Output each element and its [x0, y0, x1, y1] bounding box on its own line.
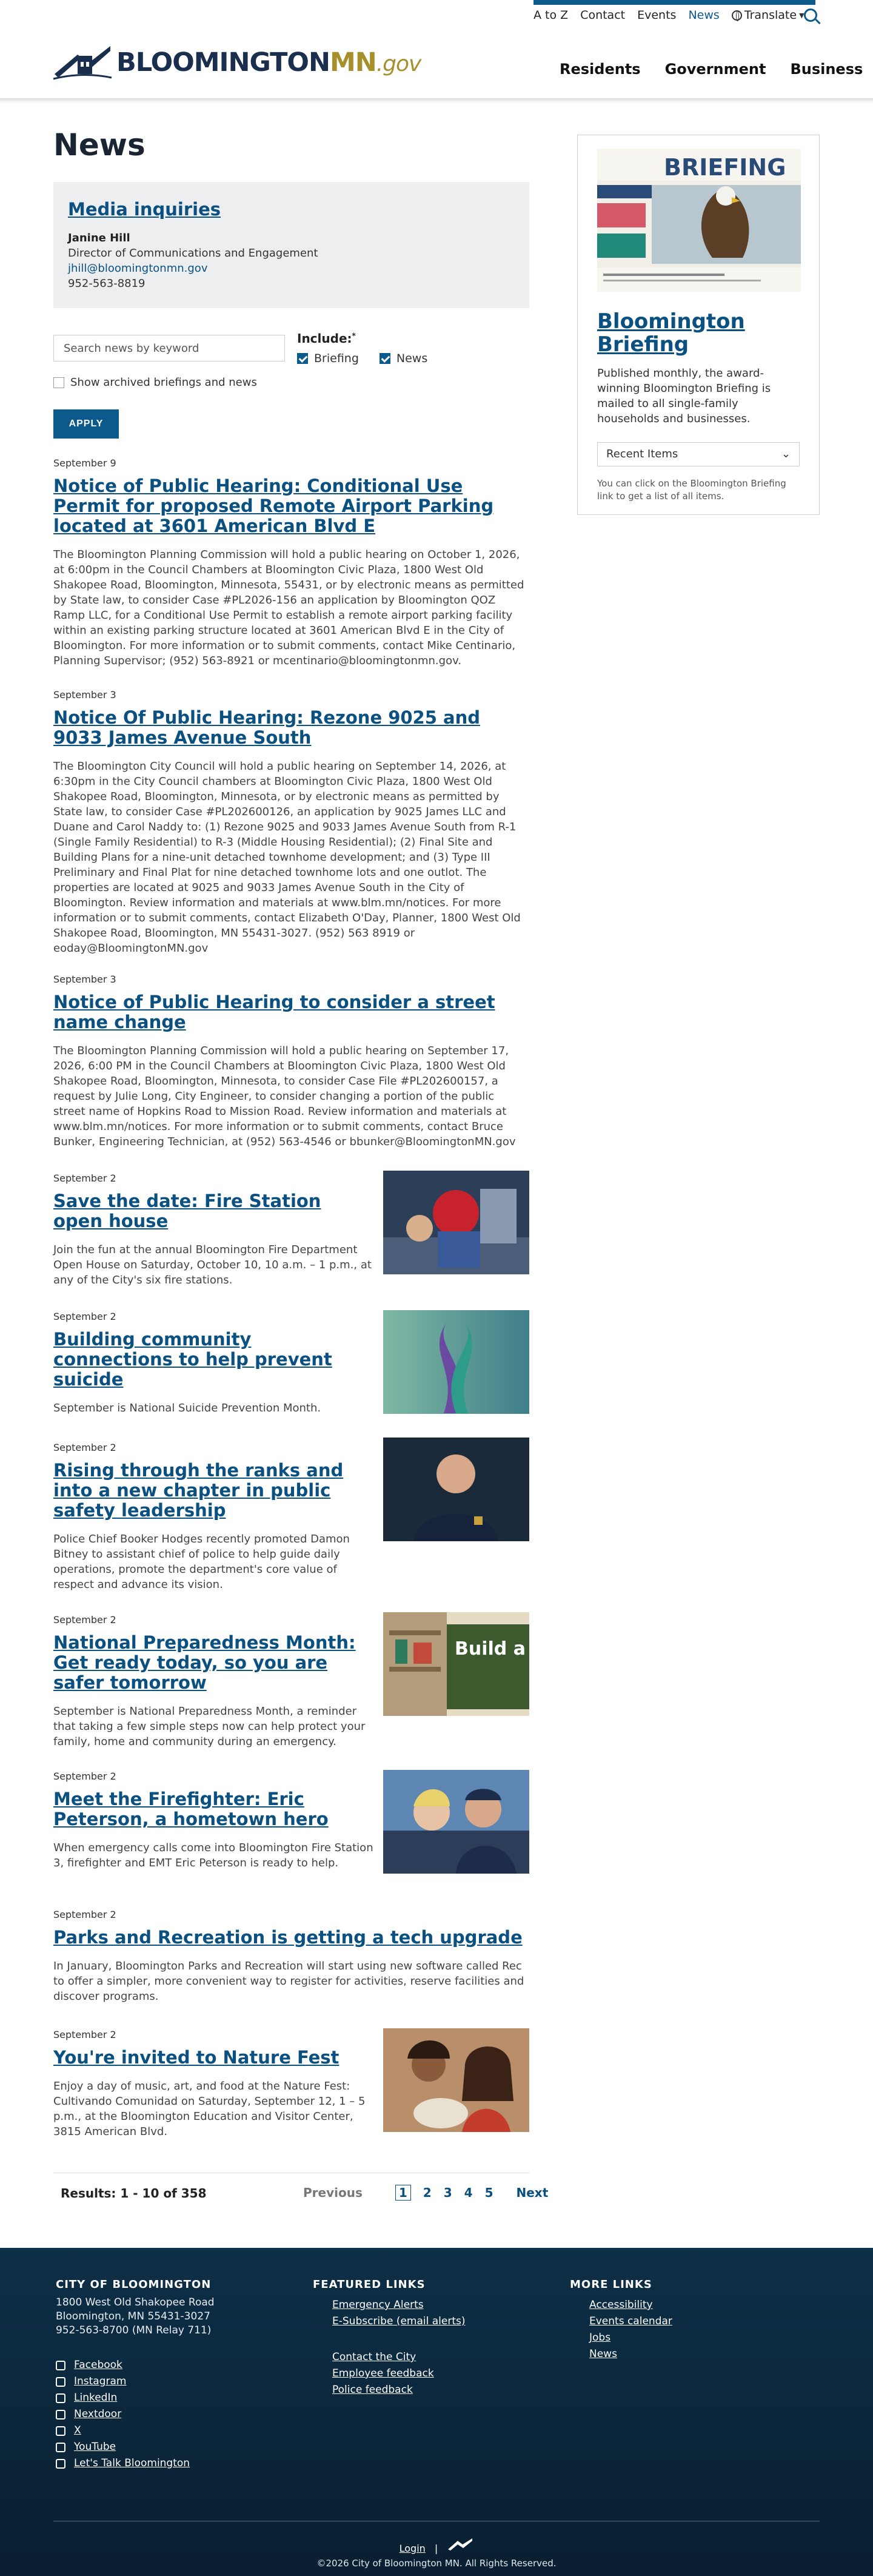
pagination-page-4[interactable]: 4 — [464, 2185, 473, 2200]
news-date: September 3 — [53, 689, 116, 701]
utility-link-news[interactable]: News — [688, 8, 720, 22]
news-item — [53, 1771, 375, 1871]
pagination-page-1[interactable]: 1 — [395, 2185, 411, 2201]
pagination-page-2[interactable]: 2 — [423, 2185, 432, 2200]
copyright-text: ©2026 City of Bloomington MN. All Rights Reserved. — [316, 2558, 557, 2569]
site-footer — [0, 2248, 873, 2576]
news-item — [53, 689, 529, 956]
footer-youtube-link[interactable]: YouTube — [56, 2439, 215, 2455]
utility-link-a-to-z[interactable]: A to Z — [534, 8, 569, 22]
nav-residents[interactable]: Residents — [560, 61, 641, 78]
contact-name: Janine Hill — [68, 232, 130, 244]
news-checkbox[interactable]: News — [380, 352, 427, 365]
media-inquiries-box — [53, 182, 529, 308]
pagination-page-3[interactable]: 3 — [443, 2185, 452, 2200]
utility-accent-bar — [534, 0, 815, 5]
footer-bottom: Login | ©2026 City of Bloomington MN. All Rights Reserved. — [0, 2516, 873, 2569]
main-nav — [560, 61, 863, 78]
news-title-link[interactable]: Notice of Public Hearing: Conditional Use Permit for proposed Remote Airport Parking located at 3601 American Blvd E — [53, 476, 494, 536]
pagination-next[interactable]: Next — [516, 2185, 549, 2200]
news-date: September 2 — [53, 1909, 116, 1920]
facebook-icon — [56, 2361, 65, 2370]
utility-link-contact[interactable]: Contact — [580, 8, 626, 22]
nav-government[interactable]: Government — [664, 61, 766, 78]
footer-address-line: 952-563-8700 (MN Relay 711) — [56, 2324, 212, 2336]
checkbox-empty-icon — [53, 377, 64, 388]
news-item — [53, 1442, 375, 1592]
checkbox-checked-icon — [380, 353, 390, 364]
news-search-input[interactable]: Search news by keyword — [53, 335, 285, 362]
news-summary: Police Chief Booker Hodges recently promoted Damon Bitney to assistant chief of police to help guide daily operations, promote the department's core value of respect and advance its vision. — [53, 1533, 350, 1591]
news-title-link[interactable]: Parks and Recreation is getting a tech upgrade — [53, 1927, 523, 1948]
linkedin-icon — [56, 2393, 65, 2403]
include-label: Include:* — [297, 331, 356, 346]
firefighter-thumb[interactable] — [383, 1770, 529, 1874]
footer-employee-feedback-link[interactable]: Employee feedback — [332, 2367, 434, 2379]
news-item — [53, 1311, 375, 1416]
news-date: September 2 — [53, 1172, 116, 1184]
footer-talk-link[interactable]: Let's Talk Bloomington — [56, 2455, 215, 2472]
footer-jobs-link[interactable]: Jobs — [589, 2332, 611, 2344]
svg-text:BRIEFING: BRIEFING — [664, 154, 786, 181]
login-link[interactable]: Login — [399, 2543, 426, 2554]
news-item — [53, 974, 529, 1149]
media-inquiries-heading[interactable]: Media inquiries — [68, 199, 221, 220]
nextdoor-icon — [56, 2410, 65, 2420]
officer-thumb[interactable] — [383, 1438, 529, 1541]
header-divider — [0, 98, 873, 103]
briefing-note: You can click on the Bloomington Briefing link to get a list of all items. — [597, 478, 786, 502]
footer-more-column — [570, 2278, 672, 2362]
contact-email-link[interactable]: jhill@bloomingtonmn.gov — [68, 262, 208, 275]
news-title-link[interactable]: Rising through the ranks and into a new chapter in public safety leadership — [53, 1460, 344, 1521]
news-title-link[interactable]: Save the date: Fire Station open house — [53, 1191, 321, 1231]
news-item — [53, 2029, 375, 2139]
news-item — [53, 457, 529, 668]
pagination-page-5[interactable]: 5 — [484, 2185, 493, 2200]
news-item — [53, 1614, 375, 1749]
logo-wordmark: BLOOMINGTONMN.gov — [116, 47, 421, 78]
news-summary: September is National Preparedness Month, a reminder that taking a few simple steps now can help protect your family, home and community during an emergency. — [53, 1705, 366, 1748]
footer-more-heading: MORE LINKS — [570, 2278, 652, 2291]
news-title-link[interactable]: Meet the Firefighter: Eric Peterson, a hometown hero — [53, 1789, 329, 1829]
news-summary: September is National Suicide Prevention Month. — [53, 1402, 321, 1414]
footer-linkedin-link[interactable]: LinkedIn — [56, 2390, 215, 2406]
chevron-down-icon: ▼ — [799, 11, 804, 19]
news-date: September 3 — [53, 974, 116, 985]
footer-events-link[interactable]: Events calendar — [589, 2315, 672, 2327]
news-date: September 2 — [53, 1442, 116, 1453]
footer-nextdoor-link[interactable]: Nextdoor — [56, 2406, 215, 2423]
footer-instagram-link[interactable]: Instagram — [56, 2373, 215, 2390]
news-date: September 9 — [53, 457, 116, 469]
footer-address-line: Bloomington, MN 55431-3027 — [56, 2310, 210, 2322]
news-title-link[interactable]: Notice of Public Hearing to consider a street name change — [53, 992, 495, 1032]
briefing-sidebar — [577, 135, 820, 515]
site-logo[interactable] — [53, 42, 421, 82]
footer-city-column — [56, 2278, 215, 2472]
news-title-link[interactable]: You're invited to Nature Fest — [53, 2047, 340, 2068]
utility-link-events[interactable]: Events — [637, 8, 677, 22]
footer-news-link[interactable]: News — [589, 2348, 617, 2360]
x-icon — [56, 2426, 65, 2436]
youtube-icon — [56, 2443, 65, 2452]
news-date: September 2 — [53, 2029, 116, 2040]
news-summary: In January, Bloomington Parks and Recreation will start using new software called Rec to offer a simpler, more convenient way to register for activities, reserve facilities and discover programs. — [53, 1960, 524, 2003]
include-filter — [297, 331, 427, 365]
contact-role: Director of Communications and Engagement — [68, 247, 318, 260]
talk-icon — [56, 2459, 65, 2469]
footer-featured-heading: FEATURED LINKS — [313, 2278, 426, 2291]
news-date: September 2 — [53, 1614, 116, 1626]
footer-esubscribe-link[interactable]: E-Subscribe (email alerts) — [332, 2315, 466, 2327]
checkbox-checked-icon — [297, 353, 308, 364]
news-title-link[interactable]: National Preparedness Month: Get ready today, so you are safer tomorrow — [53, 1632, 356, 1693]
news-item — [53, 1172, 375, 1288]
briefing-checkbox[interactable]: Briefing — [297, 352, 359, 365]
svg-text:Build a Ki: Build a Ki — [455, 1638, 552, 1660]
footer-logo-mark-icon — [447, 2537, 473, 2552]
globe-icon — [732, 10, 742, 21]
chevron-down-icon: ⌄ — [781, 448, 791, 460]
footer-contact-link[interactable]: Contact the City — [332, 2351, 416, 2363]
archive-checkbox[interactable]: Show archived briefings and news — [53, 376, 257, 389]
news-title-link[interactable]: Building community connections to help prevent suicide — [53, 1329, 332, 1390]
briefing-title-link[interactable]: Bloomington Briefing — [597, 309, 745, 357]
footer-featured-column — [313, 2278, 465, 2398]
news-summary: The Bloomington Planning Commission will hold a public hearing on September 17, 2026, 6:00 PM in the Council Chambers at Bloomington Civic Plaza, 1800 West Old Shakopee Road, Bloomington, Minnesota, to consider Case File #PL202600157, a request by Julie Long, City Engineer, to consider changing a portion of the public street name of Hopkins Road to Mission Road. Review information and materials at www.blm.mn/notices. For more information or to submit comments, contact Bruce Bunker, Engineering Technician, at (952) 563-4546 or bbunker@BloomingtonMN.gov — [53, 1044, 516, 1148]
page-title: News — [53, 127, 146, 163]
fire-station-thumb[interactable] — [383, 1171, 529, 1274]
footer-city-heading: CITY OF BLOOMINGTON — [56, 2278, 212, 2291]
footer-x-link[interactable]: X — [56, 2423, 215, 2439]
briefing-cover-image[interactable] — [597, 149, 801, 292]
recent-items-select[interactable]: Recent Items ⌄ — [597, 442, 800, 466]
utility-nav — [534, 8, 804, 22]
nature-fest-thumb[interactable] — [383, 2028, 529, 2132]
footer-emergency-alerts-link[interactable]: Emergency Alerts — [332, 2299, 424, 2311]
apply-button[interactable]: APPLY — [53, 409, 119, 439]
news-date: September 2 — [53, 1311, 116, 1322]
news-summary: Join the fun at the annual Bloomington Fire Department Open House on Saturday, October 10, 10 a.m. – 1 p.m., at any of the City's six fire stations. — [53, 1243, 372, 1286]
news-summary: The Bloomington City Council will hold a public hearing on September 14, 2026, at 6:30pm in the City Council chambers at Bloomington Civic Plaza, 1800 West Old Shakopee Road, Bloomington, Minnesota, or by electronic means as permitted by State law, to consider Case #PL202600126, an application by 9025 James LLC and Duane and Carol Naddy to: (1) Rezone 9025 and 9033 James Avenue South from R-1 (Single Family Residential) to R-3 (Middle Housing Residential); (2) Final Site and Building Plans for a nine-unit detached townhome development; and (3) Type III Preliminary and Final Plat for nine detached townhome lots and one outlot. The properties are located at 9025 and 9033 James Avenue South in the City of Bloomington. Review information and materials at www.blm.mn/notices. For more information or to submit comments, contact Elizabeth O'Day, Planner, 1800 West Old Shakopee Road, Bloomington, MN 55431-3027. (952) 563 8919 or eoday@BloomingtonMN.gov — [53, 760, 521, 955]
results-count: Results: 1 - 10 of 358 — [61, 2186, 207, 2201]
logo-mark-icon — [53, 42, 112, 82]
footer-police-feedback-link[interactable]: Police feedback — [332, 2384, 413, 2396]
footer-facebook-link[interactable]: Facebook — [56, 2357, 215, 2373]
news-summary: The Bloomington Planning Commission will hold a public hearing on October 1, 2026, at 6:00pm in the Council Chambers at Bloomington Civic Plaza, 1800 West Old Shakopee Road, Bloomington, Minnesota, 55431, or by electronic means as permitted by State law, to consider Case #PL2026-156 an application by Bloomington QOZ Ramp LLC, for a Conditional Use Permit to establish a remote airport parking facility within an existing parking structure located at 3601 American Blvd E in the City of Bloomington. For more information or to submit comments, contact Mike Centinario, Planning Supervisor; (952) 563-8921 or mcentinario@bloomingtonmn.gov. — [53, 548, 524, 667]
search-icon[interactable] — [804, 8, 817, 22]
ribbon-thumb[interactable] — [383, 1310, 529, 1414]
pagination-previous[interactable]: Previous — [303, 2185, 363, 2200]
translate-label: Translate — [744, 8, 797, 22]
build-a-kit-thumb[interactable] — [383, 1612, 552, 1716]
news-summary: When emergency calls come into Bloomington Fire Station 3, firefighter and EMT Eric Peterson is ready to help. — [53, 1841, 373, 1869]
footer-accessibility-link[interactable]: Accessibility — [589, 2299, 653, 2311]
briefing-description: Published monthly, the award-winning Bloomington Briefing is mailed to all single-family households and businesses. — [597, 367, 771, 425]
news-title-link[interactable]: Notice Of Public Hearing: Rezone 9025 and 9033 James Avenue South — [53, 707, 480, 748]
news-date: September 2 — [53, 1771, 116, 1782]
news-summary: Enjoy a day of music, art, and food at the Nature Fest: Cultivando Comunidad on Saturday, September 12, 1 – 5 p.m., at the Bloomington Education and Visitor Center, 3815 American Blvd. — [53, 2080, 366, 2138]
footer-address-line: 1800 West Old Shakopee Road — [56, 2296, 215, 2309]
pagination — [303, 2185, 548, 2201]
news-item — [53, 1909, 529, 2004]
translate-button[interactable] — [732, 8, 804, 22]
instagram-icon — [56, 2377, 65, 2387]
contact-phone: 952-563-8819 — [68, 277, 146, 290]
nav-business[interactable]: Business — [790, 61, 863, 78]
